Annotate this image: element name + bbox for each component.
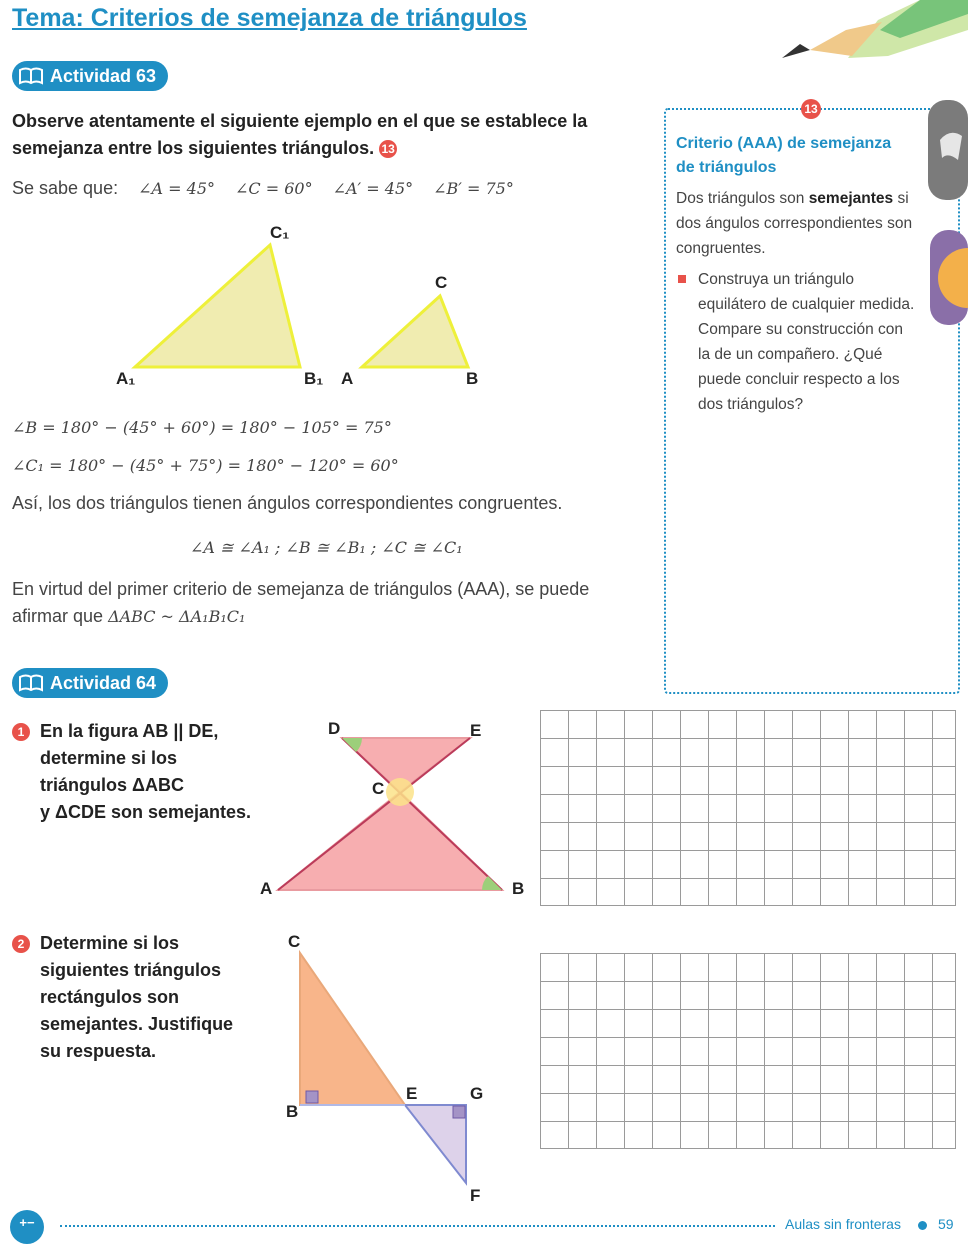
given-angles [12, 175, 652, 202]
activity-64-label: Actividad 64 [50, 672, 157, 693]
similarity-statement: ΔABC ~ ΔA₁B₁C₁ [108, 607, 246, 626]
criterion-task: Construya un triángulo equilátero de cualquier medida. Compare su construcción con la de un compañero. ¿Qué puede concluir respecto a los dos triángulos? [676, 267, 956, 417]
congruences: ∠A ≅ ∠A₁ ; ∠B ≅ ∠B₁ ; ∠C ≅ ∠C₁ [190, 538, 463, 557]
side-decoration-icon [928, 100, 968, 330]
activity-63-label: Actividad 63 [50, 65, 157, 86]
criterion-content [676, 132, 956, 417]
label-a: A [260, 879, 273, 898]
criterion-definition-3: congruentes. [676, 240, 766, 257]
question-2: 2 Determine si los siguientes triángulos rectángulos son semejantes. Justifique su respuesta. [12, 930, 272, 1065]
criterion-badge: 13 [801, 99, 821, 119]
given-angle: ∠B′ = 75° [433, 179, 514, 198]
triangle-abc [362, 296, 468, 367]
parallel-triangles-figure [250, 712, 535, 902]
page-number: 59 [938, 1216, 954, 1232]
label-c: C [288, 932, 301, 951]
triangle-a1b1c1 [135, 245, 300, 367]
label-a: A [341, 369, 354, 388]
equation-angle-b: ∠B = 180° − (45° + 60°) = 180° − 105° = 75° [12, 418, 392, 437]
label-c1: C₁ [270, 223, 290, 242]
answer-grid-2[interactable] [540, 953, 956, 1149]
angle-c-mark [386, 778, 414, 806]
question-2-number: 2 [12, 935, 30, 953]
virtue-text-2: afirmar que ΔABC ~ ΔA₁B₁C₁ [12, 606, 246, 626]
label-f: F [470, 1186, 481, 1205]
label-a1: A₁ [116, 369, 136, 388]
virtue-text-1: En virtud del primer criterio de semejanza de triángulos (AAA), se puede [12, 579, 590, 599]
given-angle: ∠A′ = 45° [332, 179, 414, 198]
reference-badge: 13 [379, 140, 397, 158]
footer-dot-icon [918, 1221, 927, 1230]
criterion-definition: Dos triángulos son semejantes si [676, 190, 909, 207]
similar-triangles-figure [100, 210, 520, 395]
label-g: G [470, 1084, 484, 1103]
page-title: Tema: Criterios de semejanza de triángulos [12, 4, 527, 32]
question-1: 1 En la figura AB || DE, determine si los triángulos ΔABC y ΔCDE son semejantes. [12, 718, 282, 826]
label-c: C [372, 779, 385, 798]
activity-63-badge [12, 61, 168, 91]
equation-angle-c1: ∠C₁ = 180° − (45° + 75°) = 180° − 120° = 60° [12, 456, 399, 475]
label-c: C [435, 273, 448, 292]
criterion-title-2: de triángulos [676, 159, 777, 176]
label-e: E [470, 721, 482, 740]
activity-63-intro: Observe atentamente el siguiente ejemplo en el que se establece la semejanza entre los siguientes triángulos. 13 [12, 111, 588, 158]
criterion-definition-2: dos ángulos correspondientes son [676, 215, 913, 232]
triangle-bce [300, 953, 405, 1105]
label-b1: B₁ [304, 369, 324, 388]
label-b: B [512, 879, 525, 898]
conclusion-text: Así, los dos triángulos tienen ángulos correspondientes congruentes. [12, 493, 563, 513]
answer-grid-1[interactable] [540, 710, 956, 906]
given-angle: ∠A = 45° [138, 179, 215, 198]
right-angle-g-mark [453, 1106, 465, 1118]
book-icon [12, 61, 50, 91]
question-1-number: 1 [12, 723, 30, 741]
footer-divider [60, 1225, 775, 1227]
label-b: B [466, 369, 479, 388]
pencil-icon [770, 0, 968, 75]
label-e: E [406, 1084, 418, 1103]
math-operations-icon: +− [10, 1210, 44, 1244]
footer-text: Aulas sin fronteras [785, 1216, 901, 1232]
criterion-title-1: Criterio (AAA) de semejanza [676, 135, 892, 152]
right-angle-b-mark [306, 1091, 318, 1103]
book-icon [12, 668, 50, 698]
given-prefix: Se sabe que: [12, 178, 119, 198]
label-b: B [286, 1102, 299, 1121]
bullet-icon [678, 275, 686, 283]
activity-64-badge [12, 668, 168, 698]
right-triangles-figure [270, 925, 510, 1210]
triangle-abc [278, 792, 502, 890]
given-angle: ∠C = 60° [235, 179, 313, 198]
label-d: D [328, 719, 341, 738]
